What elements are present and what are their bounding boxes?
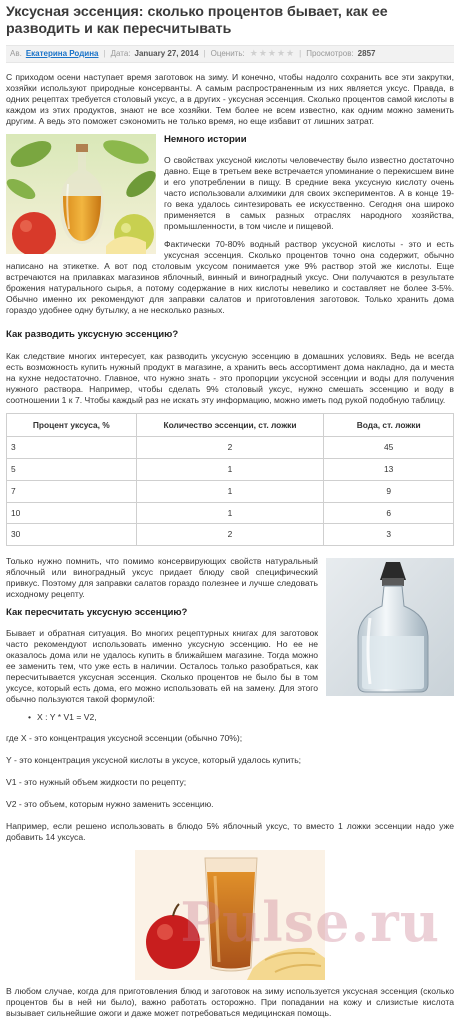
table-row xyxy=(7,459,454,481)
star-icon[interactable]: ★ xyxy=(276,48,286,59)
intro-paragraph: С приходом осени наступает время заготовок на зиму. И конечно, чтобы надолго сохранить все эти закрутки, хозяйки используют природные консерванты. А самым распространенным из них является уксус. Правда, в одних рецептах требуется столовый уксус, а в других - уксусная эссенция. Сколько процентов самой кислоты в каждом из этих продуктов, знают не все хозяйки. Тем более не всем известно, как одним можно заменить другим. А ведь это поможет сэкономить не только время, но еще избавит от лишних затрат. xyxy=(6,72,454,127)
table-cell: 3 xyxy=(7,437,137,459)
glass-icon xyxy=(205,858,257,971)
table-cell: 6 xyxy=(324,502,454,524)
date-label: Дата: xyxy=(110,48,131,58)
views-label: Просмотров: xyxy=(306,48,354,58)
recalc-paragraph-1: Бывает и обратная ситуация. Во многих рецептурных книгах для заготовок часто рекомендуют использовать именно уксусную эссенцию. Но ее не оказалось дома или не удалось купить в ближайшем магазине. Тогда можно ее заменить тем, что уже есть в наличии. Осталось только разобраться, как пересчитывается уксусная эссенция. Сколько процентов не было бы в том уксусе, который есть дома, его можно использовать ей на замену. Для этого обычно пользуются такой формулой: xyxy=(6,628,318,705)
article-date: January 27, 2014 xyxy=(134,48,199,58)
dilute-paragraph-2: Только нужно помнить, что помимо консервирующих свойств натуральный яблочный или виноградный уксус придает блюду свой специфический привкус. Поэтому для заправки салатов гораздо полезнее и лучше следовать исходному рецепту. xyxy=(6,556,318,600)
views-count: 2857 xyxy=(357,48,376,58)
definition-v1: V1 - это нужный объем жидкости по рецепту; xyxy=(6,777,187,788)
table-cell: 13 xyxy=(324,459,454,481)
article-title: Уксусная эссенция: сколько процентов бывает, как ее разводить и как пересчитывать xyxy=(6,4,388,38)
table-row xyxy=(7,524,454,546)
rating-label: Оценить: xyxy=(210,48,245,58)
table-cell: 45 xyxy=(324,437,454,459)
formula-list xyxy=(28,712,454,723)
star-icon[interactable]: ★ xyxy=(267,48,276,59)
vinegar-dispenser-image xyxy=(326,558,454,696)
table-header-row xyxy=(7,413,454,437)
meta-separator: | xyxy=(299,48,302,58)
table-header-essence: Количество эссенции, ст. ложки xyxy=(136,413,324,437)
definition-y: Y - это концентрация уксусной кислоты в уксусе, который удалось купить; xyxy=(6,755,302,766)
example-paragraph: Например, если решено использовать в блюдо 5% яблочный уксус, то вместо 1 ложки эссенции надо уже добавить 14 уксуса. xyxy=(6,821,454,843)
star-icon[interactable]: ★ xyxy=(249,48,258,59)
history-paragraph-1: О свойствах уксусной кислоты человечеству было известно достаточно давно. Еще в третьем веке встречается упоминание о перекисшем вине и его употреблении в пищу. В средние века уксусную кислоту очень часто использовали алхимики для своих экспериментов. А в конце 19-го века удалось синтезировать ее искусственно. Сегодня она широко применяется в самых разных отраслях народного хозяйства, промышленности, в том числе и пищевой. xyxy=(164,155,454,232)
table-cell: 1 xyxy=(136,480,324,502)
definition-x: где X - это концентрация уксусной эссенции (обычно 70%); xyxy=(6,733,243,744)
watermark-logo: Pulse.ru xyxy=(180,890,440,954)
table-cell: 7 xyxy=(7,480,137,502)
table-row xyxy=(7,480,454,502)
table-cell: 5 xyxy=(7,459,137,481)
star-icon[interactable]: ★ xyxy=(286,48,295,59)
table-header-percent: Процент уксуса, % xyxy=(7,413,137,437)
dilution-table xyxy=(6,413,454,547)
definition-v2: V2 - это объем, которым нужно заменить эссенцию. xyxy=(6,799,214,810)
table-cell: 10 xyxy=(7,502,137,524)
table-header-water: Вода, ст. ложки xyxy=(324,413,454,437)
meta-separator: | xyxy=(203,48,206,58)
final-paragraph: В любом случае, когда для приготовления блюд и заготовок на зиму используется уксусная эссенция (сколько процентов бы в ней ни было), важно работать осторожно. При попадании на кожу и слизистые кислота вызывает сильнейшие ожоги и даже может потребоваться медицинская помощь. xyxy=(6,986,454,1019)
dilute-paragraph-1: Как следствие многих интересует, как разводить уксусную эссенцию в домашних условиях. Ведь не всегда есть возможность купить нужный продукт в магазине, а хранить весь ассортимент дома накладно, да и места на кухне недостаточно. Главное, что нужно знать - это пропорции уксусной эссенции и воды для получения нужного раствора. Например, чтобы сделать 9% столовый уксус, нужно смешать эссенцию и воду в соотношении 1 к 7. Чтобы каждый раз не искать эту информацию, можно иметь под рукой подобную таблицу. xyxy=(6,350,454,405)
section-heading-recalc: Как пересчитать уксусную эссенцию? xyxy=(6,607,188,619)
vinegar-bottle-apples-image xyxy=(6,134,156,254)
author-label: Ав. xyxy=(10,48,22,58)
table-cell: 2 xyxy=(136,524,324,546)
meta-separator: | xyxy=(103,48,106,58)
vinegar-glass-apple-image xyxy=(135,850,325,980)
table-cell: 30 xyxy=(7,524,137,546)
table-cell: 2 xyxy=(136,437,324,459)
history-paragraph-2: Фактически 70-80% водный раствор уксусной кислоты - это и есть уксусная эссенция. Сколько процентов точно она содержит, обычно написано на этикетке. А вот под столовым уксусом понимается уже 9% раствор этой же кислоты. Еще встречаются на прилавках магазинов яблочный, винный и виноградный уксус. Они получаются в результате брожения натурального сырья, а потому содержание в них кислоты невелико и составляет не более 3-5%. Обычно именно их рекомендуют для заправки салатов и приготовления заготовок. Только хранить дома гораздо удобнее одну бутылку, а не несколько разных. xyxy=(6,239,454,316)
article-meta-bar xyxy=(6,45,454,63)
table-row xyxy=(7,502,454,524)
star-icon[interactable]: ★ xyxy=(258,48,267,59)
section-heading-history: Немного истории xyxy=(164,134,247,146)
formula-item: • X : Y * V1 = V2, xyxy=(28,712,454,723)
table-cell: 1 xyxy=(136,502,324,524)
table-row xyxy=(7,437,454,459)
section-heading-dilute: Как разводить уксусную эссенцию? xyxy=(6,329,179,341)
table-cell: 1 xyxy=(136,459,324,481)
rating-stars[interactable] xyxy=(250,48,294,60)
table-cell: 3 xyxy=(324,524,454,546)
author-link[interactable]: Екатерина Родина xyxy=(25,48,99,58)
table-cell: 9 xyxy=(324,480,454,502)
